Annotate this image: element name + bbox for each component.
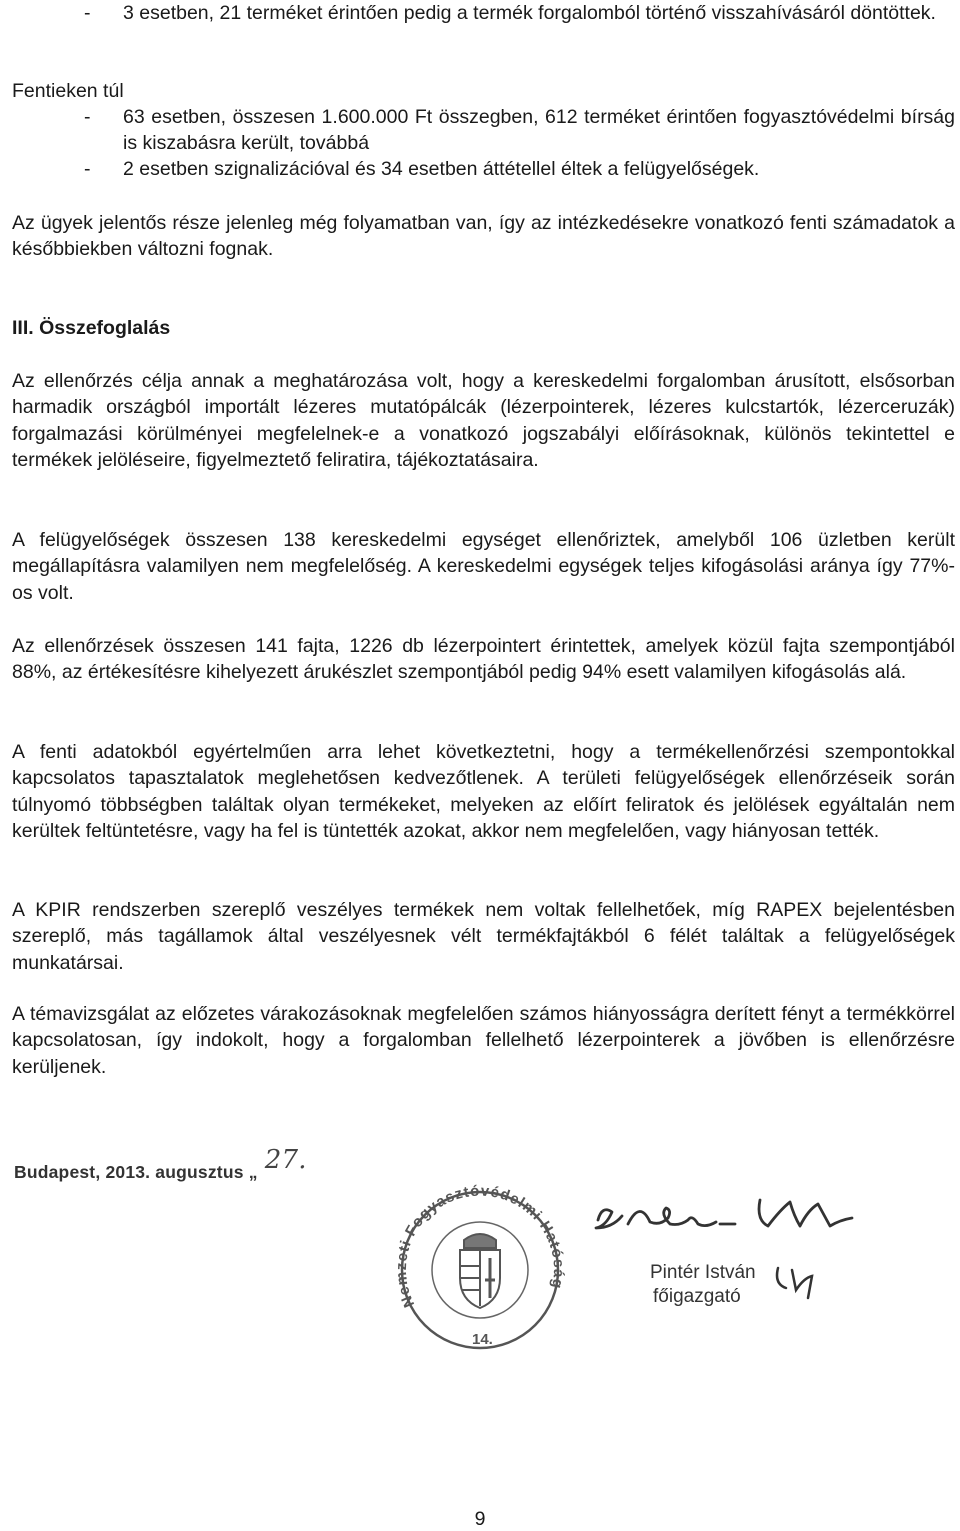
initials-scribble [777,1268,812,1298]
summary-paragraph: Az ellenőrzések összesen 141 fajta, 1226 db lézerpointert érintettek, amelyek közül fajta szempontjából 88%, az értékesítésre kihelyezett árukészlet szempontjából pedig 94% esett valamilyen kifogásolás alá. [12,635,955,684]
stamp-number: 14. [472,1331,493,1348]
pending-paragraph: Az ügyek jelentős része jelenleg még folyamatban van, így az intézkedésekre vonatkozó fenti számadatok a későbbiekben változni fognak. [12,212,955,261]
list-item-text: 2 esetben szignalizációval és 34 esetben áttétellel éltek a felügyelőségek. [123,158,760,180]
section-title: III. Összefoglalás [12,317,171,339]
summary-paragraph: Az ellenőrzés célja annak a meghatározása volt, hogy a kereskedelmi forgalomban árusított, elsősorban harmadik országból importált lézeres mutatópálcák (lézerpointerek, lézeres kulcstartók, lézerceruzák) forgalmazási körülményei megfelelnek-e a vonatkozó jogszabályi előírásoknak, különös tekintettel e termékek jelöléseire, figyelmeztető feliratira, tájékoztatásaira. [12,370,955,472]
page-number: 9 [474,1508,486,1530]
list-dash: - [84,158,91,180]
handwritten-day: 27. [264,1145,307,1175]
signer-name: Pintér István [650,1262,756,1283]
summary-paragraph: A témavizsgálat az előzetes várakozásoknak megfelelően számos hiányosságra derített fényt a termékkörrel kapcsolatosan, így indokolt, hogy a forgalomban fellelhető lézerpointerek a jövőben is ellenőrzésre kerüljenek. [12,1003,955,1078]
list-dash: - [84,106,91,128]
official-stamp [393,1182,567,1348]
stamp-arc-text: Nemzeti Fogyasztóvédelmi Hatóság [392,1182,568,1310]
summary-paragraph: A fenti adatokból egyértelműen arra lehet következtetni, hogy a termékellenőrzési szempontokkal kapcsolatos tapasztalatok meglehetősen kedvezőtlenek. A területi felügyelőségek ellenőrzéseik során túlnyomó többségben találtak olyan termékeket, melyeken az előírt feliratok és jelölések egyáltalán nem kerültek feltüntetésre, vagy ha fel is tüntették azokat, akkor nem megfelelően, vagy hiányosan tették. [12,741,955,843]
list-item-text: 3 esetben, 21 terméket érintően pedig a termék forgalomból történő visszahívásáról döntöttek. [123,2,936,24]
list-item [12,0,955,26]
summary-paragraph: A KPIR rendszerben szereplő veszélyes termékek nem voltak fellelhetőek, míg RAPEX bejelentésben szereplő, más tagállamok által veszélyesnek vélt termékfajtákból 6 félét találtak a felügyelőségek munkatársai. [12,899,955,974]
summary-paragraph: A felügyelőségek összesen 138 kereskedelmi egységet ellenőriztek, amelyből 106 üzletben került megállapításra valamilyen nem megfelelőség. A kereskedelmi egységek teljes kifogásolási aránya így 77%-os volt. [12,529,955,604]
signer-title: főigazgató [653,1286,741,1307]
list-item [12,156,955,182]
list-item-text: 63 esetben, összesen 1.600.000 Ft összegben, 612 terméket érintően fogyasztóvédelmi bírság is kiszabásra került, továbbá [123,106,955,154]
handwritten-signature [596,1200,852,1228]
place-date-text: Budapest, 2013. augusztus „ [14,1162,258,1182]
measures-list [12,104,955,182]
measures-list-top [12,0,955,26]
list-item [12,104,955,156]
stamp-and-signature [0,1180,960,1440]
list-dash: - [84,2,91,24]
coat-of-arms-icon [460,1234,500,1308]
intro-text: Fentieken túl [12,80,124,102]
